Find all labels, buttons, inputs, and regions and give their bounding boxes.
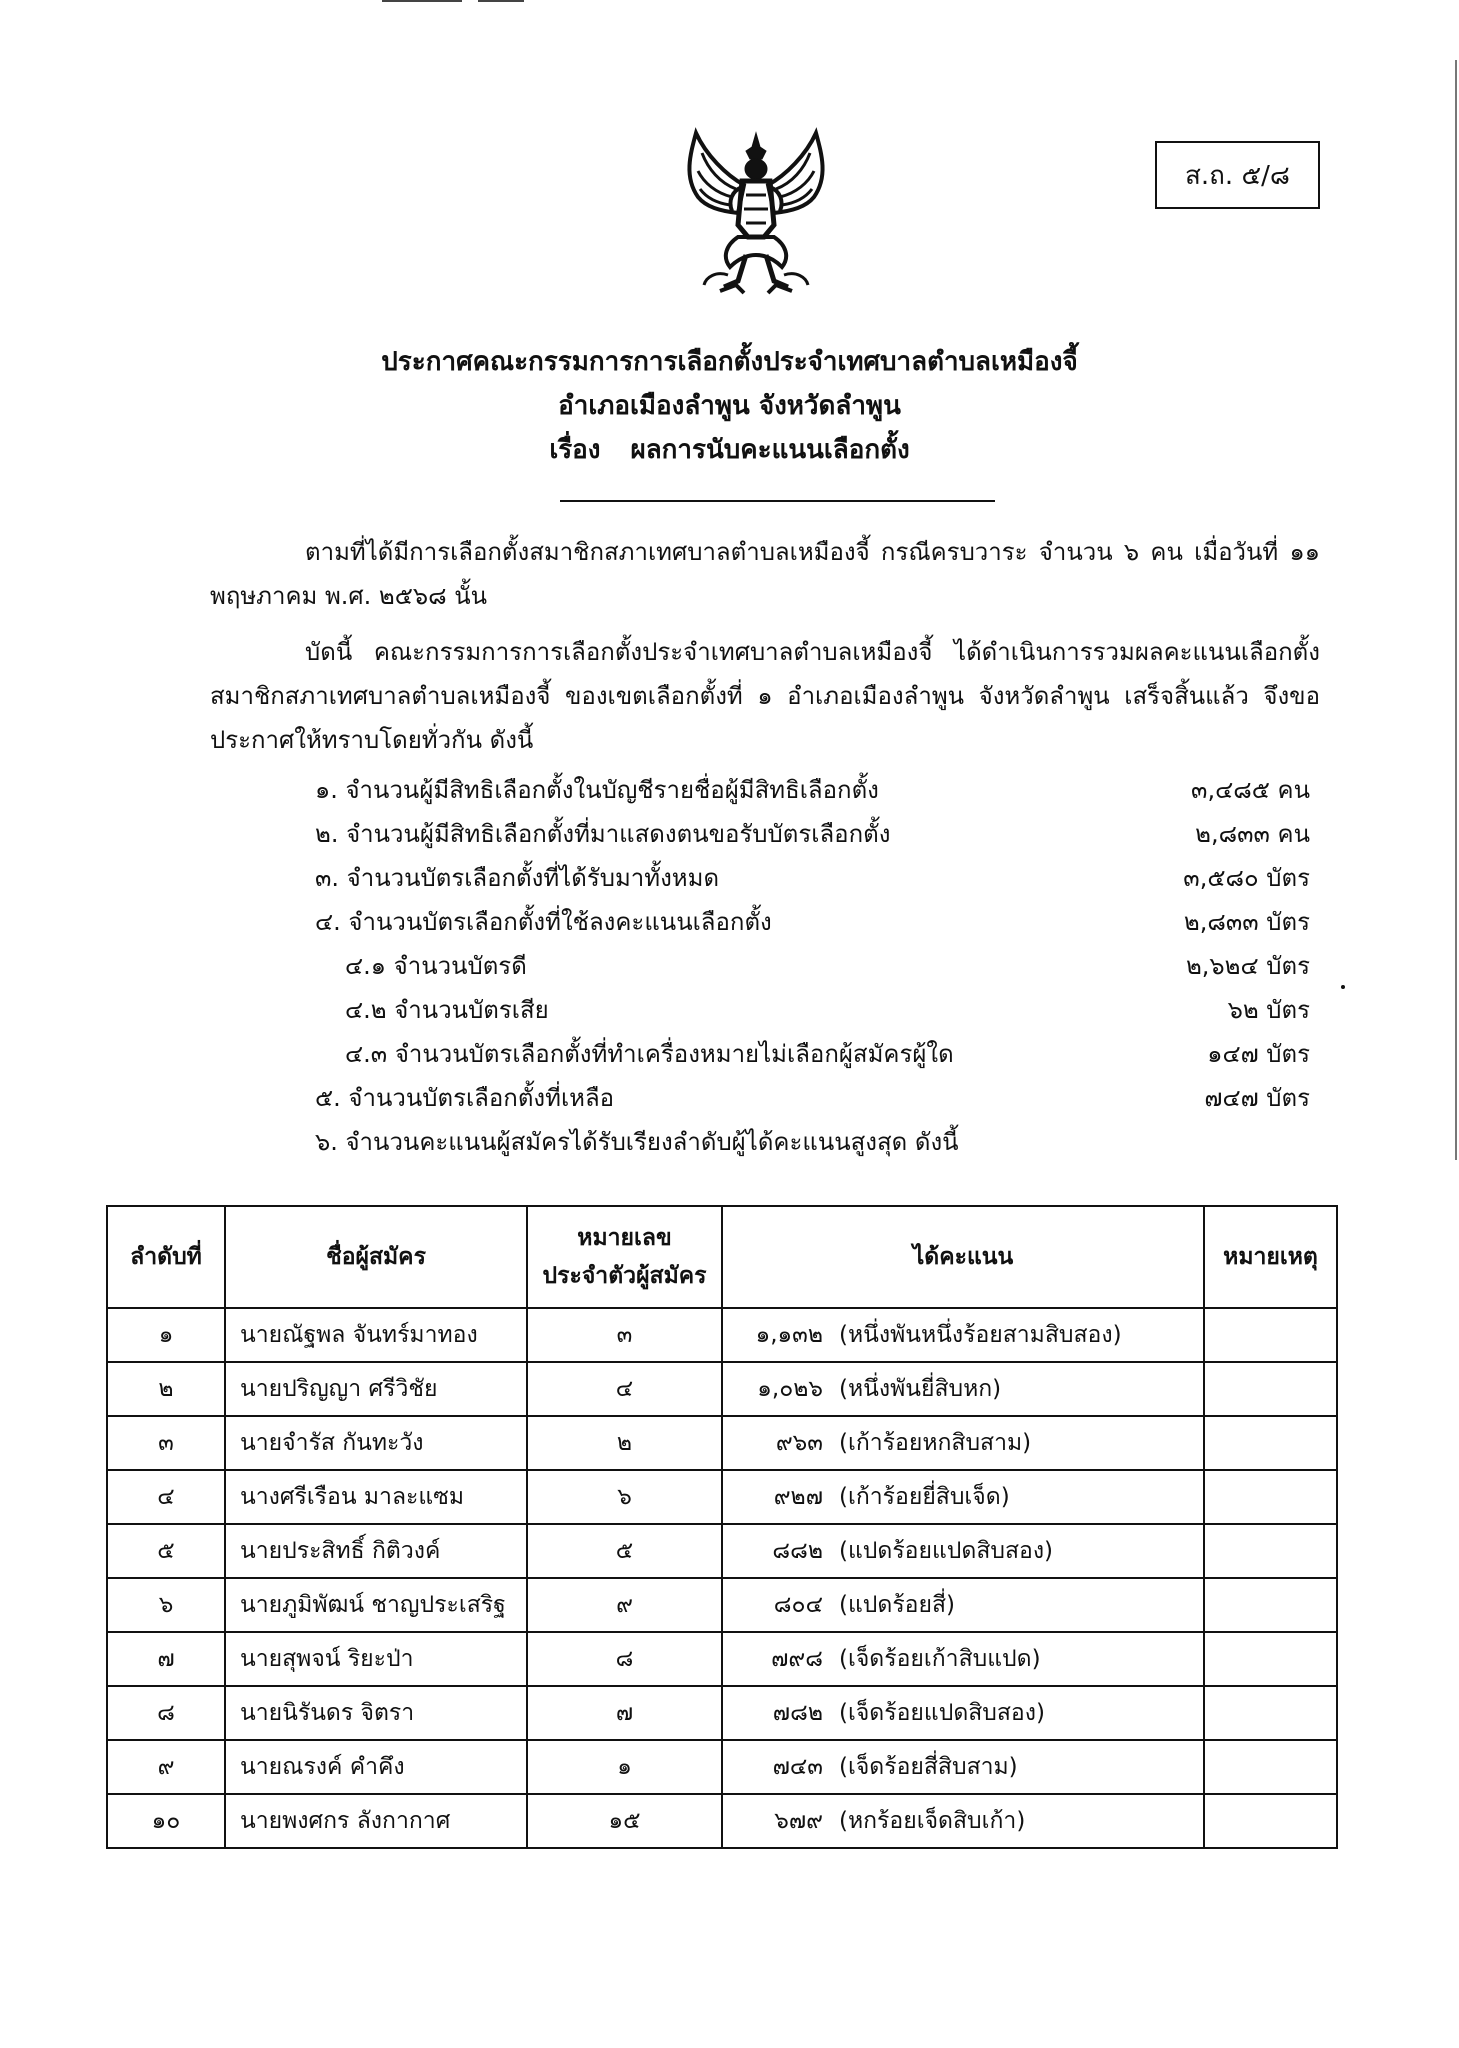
title-line-1: ประกาศคณะกรรมการการเลือกตั้งประจำเทศบาลตำบลเหมืองจี้ xyxy=(381,347,1078,377)
cell-votes xyxy=(722,1362,1204,1416)
stat-value: ๒,๖๒๔ บัตร xyxy=(1185,952,1310,980)
header-name: ชื่อผู้สมัคร xyxy=(225,1206,527,1308)
scan-dot xyxy=(1341,985,1345,989)
stats-list xyxy=(210,768,1320,1164)
scan-mark xyxy=(478,0,524,2)
header-rank: ลำดับที่ xyxy=(107,1206,225,1308)
votes-text: (หกร้อยเจ็ดสิบเก้า) xyxy=(839,1808,1026,1834)
stat-item xyxy=(210,856,1320,900)
stat-value: ๖๒ บัตร xyxy=(1227,996,1310,1024)
votes-text: (แปดร้อยสี่) xyxy=(839,1592,955,1618)
cell-name: นายสุพจน์ ริยะป่า xyxy=(225,1632,527,1686)
votes-text: (หนึ่งพันยี่สิบหก) xyxy=(839,1376,1002,1402)
announcement-title xyxy=(0,340,1459,472)
votes-text: (แปดร้อยแปดสิบสอง) xyxy=(839,1538,1054,1564)
cell-remarks xyxy=(1204,1416,1337,1470)
stat-item xyxy=(210,944,1320,988)
stat-label: ๖. จำนวนคะแนนผู้สมัครได้รับเรียงลำดับผู้ได้คะแนนสูงสุด ดังนี้ xyxy=(315,1128,959,1156)
stat-label: ๔. จำนวนบัตรเลือกตั้งที่ใช้ลงคะแนนเลือกตั้ง xyxy=(315,908,772,936)
cell-rank: ๒ xyxy=(107,1362,225,1416)
table-row xyxy=(107,1524,1337,1578)
header-number-line-2: ประจำตัวผู้สมัคร xyxy=(542,1263,707,1289)
votes-text: (หนึ่งพันหนึ่งร้อยสามสิบสอง) xyxy=(839,1322,1122,1348)
table-row xyxy=(107,1470,1337,1524)
stat-label: ๑. จำนวนผู้มีสิทธิเลือกตั้งในบัญชีรายชื่อผู้มีสิทธิเลือกตั้ง xyxy=(315,776,879,804)
title-subject xyxy=(0,428,1459,472)
results-table xyxy=(106,1205,1338,1849)
cell-number: ๗ xyxy=(527,1686,722,1740)
cell-name: นายปริญญา ศรีวิชัย xyxy=(225,1362,527,1416)
scan-edge xyxy=(1455,60,1457,1160)
cell-remarks xyxy=(1204,1794,1337,1848)
votes-text: (เจ็ดร้อยเก้าสิบแปด) xyxy=(839,1646,1041,1672)
cell-name: นายณัฐพล จันทร์มาทอง xyxy=(225,1308,527,1362)
header-votes: ได้คะแนน xyxy=(722,1206,1204,1308)
cell-rank: ๘ xyxy=(107,1686,225,1740)
cell-number: ๑๕ xyxy=(527,1794,722,1848)
cell-remarks xyxy=(1204,1308,1337,1362)
cell-rank: ๙ xyxy=(107,1740,225,1794)
title-line-2: อำเภอเมืองลำพูน จังหวัดลำพูน xyxy=(558,391,901,421)
stat-value: ๓,๔๘๕ คน xyxy=(1191,776,1310,804)
stat-value: ๗๔๗ บัตร xyxy=(1204,1084,1310,1112)
stat-item xyxy=(210,900,1320,944)
cell-rank: ๗ xyxy=(107,1632,225,1686)
header-number xyxy=(527,1206,722,1308)
cell-rank: ๑๐ xyxy=(107,1794,225,1848)
stat-value: ๒,๘๓๓ คน xyxy=(1195,820,1310,848)
table-row xyxy=(107,1794,1337,1848)
cell-remarks xyxy=(1204,1686,1337,1740)
cell-name: นายนิรันดร จิตรา xyxy=(225,1686,527,1740)
cell-number: ๑ xyxy=(527,1740,722,1794)
cell-name: นายประสิทธิ์ กิติวงค์ xyxy=(225,1524,527,1578)
table-row xyxy=(107,1632,1337,1686)
votes-number: ๙๒๗ xyxy=(773,1484,823,1510)
stat-value: ๑๔๗ บัตร xyxy=(1207,1040,1310,1068)
cell-name: นายณรงค์ คำคึง xyxy=(225,1740,527,1794)
scan-mark xyxy=(382,0,462,2)
paragraph-1-text: ตามที่ได้มีการเลือกตั้งสมาชิกสภาเทศบาลตำบลเหมืองจี้ กรณีครบวาระ จำนวน ๖ คน เมื่อวันที่ ๑๑ พฤษภาคม พ.ศ. ๒๕๖๘ นั้น xyxy=(210,538,1320,610)
table-row xyxy=(107,1740,1337,1794)
cell-number: ๔ xyxy=(527,1362,722,1416)
cell-remarks xyxy=(1204,1578,1337,1632)
cell-votes xyxy=(722,1578,1204,1632)
cell-rank: ๕ xyxy=(107,1524,225,1578)
cell-rank: ๑ xyxy=(107,1308,225,1362)
stat-item xyxy=(210,768,1320,812)
cell-remarks xyxy=(1204,1362,1337,1416)
stat-label: ๔.๒ จำนวนบัตรเสีย xyxy=(345,996,549,1024)
votes-text: (เก้าร้อยยี่สิบเจ็ด) xyxy=(839,1484,1010,1510)
cell-votes xyxy=(722,1794,1204,1848)
table-row xyxy=(107,1362,1337,1416)
table-header-row xyxy=(107,1206,1337,1308)
stat-label: ๒. จำนวนผู้มีสิทธิเลือกตั้งที่มาแสดงตนขอรับบัตรเลือกตั้ง xyxy=(315,820,891,848)
table-row xyxy=(107,1686,1337,1740)
votes-number: ๗๘๒ xyxy=(772,1700,823,1726)
votes-number: ๘๐๔ xyxy=(773,1592,823,1618)
cell-name: นางศรีเรือน มาละแซม xyxy=(225,1470,527,1524)
cell-remarks xyxy=(1204,1470,1337,1524)
paragraph-1 xyxy=(210,530,1320,618)
cell-number: ๕ xyxy=(527,1524,722,1578)
cell-votes xyxy=(722,1686,1204,1740)
stat-item xyxy=(210,1032,1320,1076)
votes-number: ๘๘๒ xyxy=(772,1538,823,1564)
cell-votes xyxy=(722,1740,1204,1794)
stat-label: ๕. จำนวนบัตรเลือกตั้งที่เหลือ xyxy=(315,1084,615,1112)
cell-rank: ๓ xyxy=(107,1416,225,1470)
stat-label: ๔.๑ จำนวนบัตรดี xyxy=(345,952,527,980)
table-row xyxy=(107,1308,1337,1362)
table-row xyxy=(107,1416,1337,1470)
votes-text: (เก้าร้อยหกสิบสาม) xyxy=(839,1430,1032,1456)
cell-number: ๒ xyxy=(527,1416,722,1470)
votes-number: ๗๔๓ xyxy=(772,1754,823,1780)
votes-number: ๖๗๙ xyxy=(774,1808,823,1834)
votes-number: ๑,๐๒๖ xyxy=(757,1376,823,1402)
subject-text: ผลการนับคะแนนเลือกตั้ง xyxy=(630,435,910,465)
cell-votes xyxy=(722,1632,1204,1686)
stat-item xyxy=(210,812,1320,856)
garuda-emblem-icon xyxy=(676,125,836,305)
paragraph-2 xyxy=(210,630,1320,762)
stat-item xyxy=(210,988,1320,1032)
stat-label: ๔.๓ จำนวนบัตรเลือกตั้งที่ทำเครื่องหมายไม่เลือกผู้สมัครผู้ใด xyxy=(345,1040,954,1068)
cell-number: ๙ xyxy=(527,1578,722,1632)
stat-label: ๓. จำนวนบัตรเลือกตั้งที่ได้รับมาทั้งหมด xyxy=(315,864,720,892)
cell-number: ๘ xyxy=(527,1632,722,1686)
subject-label: เรื่อง xyxy=(549,435,601,465)
stat-item xyxy=(210,1076,1320,1120)
cell-number: ๖ xyxy=(527,1470,722,1524)
votes-number: ๑,๑๓๒ xyxy=(755,1322,823,1348)
table-row xyxy=(107,1578,1337,1632)
cell-rank: ๔ xyxy=(107,1470,225,1524)
cell-remarks xyxy=(1204,1524,1337,1578)
votes-text: (เจ็ดร้อยสี่สิบสาม) xyxy=(839,1754,1018,1780)
cell-votes xyxy=(722,1524,1204,1578)
paragraph-2-text: บัดนี้ คณะกรรมการการเลือกตั้งประจำเทศบาลตำบลเหมืองจี้ ได้ดำเนินการรวมผลคะแนนเลือกตั้ง สมาชิกสภาเทศบาลตำบลเหมืองจี้ ของเขตเลือกตั้งที่ ๑ อำเภอเมืองลำพูน จังหวัดลำพูน เสร็จสิ้นแล้ว จึงขอประกาศให้ทราบโดยทั่วกัน ดังนี้ xyxy=(210,638,1320,754)
form-code-box: ส.ถ. ๕/๘ xyxy=(1155,141,1320,209)
votes-number: ๙๖๓ xyxy=(775,1430,823,1456)
votes-number: ๗๙๘ xyxy=(771,1646,823,1672)
header-number-line-1: หมายเลข xyxy=(577,1225,672,1251)
stat-value: ๒,๘๓๓ บัตร xyxy=(1183,908,1310,936)
stat-value: ๓,๕๘๐ บัตร xyxy=(1183,864,1310,892)
title-divider xyxy=(560,500,995,502)
cell-name: นายภูมิพัฒน์ ชาญประเสริฐ xyxy=(225,1578,527,1632)
cell-remarks xyxy=(1204,1740,1337,1794)
cell-votes xyxy=(722,1470,1204,1524)
cell-votes xyxy=(722,1308,1204,1362)
stat-item xyxy=(210,1120,1320,1164)
votes-text: (เจ็ดร้อยแปดสิบสอง) xyxy=(839,1700,1045,1726)
cell-remarks xyxy=(1204,1632,1337,1686)
cell-number: ๓ xyxy=(527,1308,722,1362)
cell-name: นายจำรัส กันทะวัง xyxy=(225,1416,527,1470)
cell-rank: ๖ xyxy=(107,1578,225,1632)
header-remarks: หมายเหตุ xyxy=(1204,1206,1337,1308)
cell-votes xyxy=(722,1416,1204,1470)
cell-name: นายพงศกร ลังกากาศ xyxy=(225,1794,527,1848)
